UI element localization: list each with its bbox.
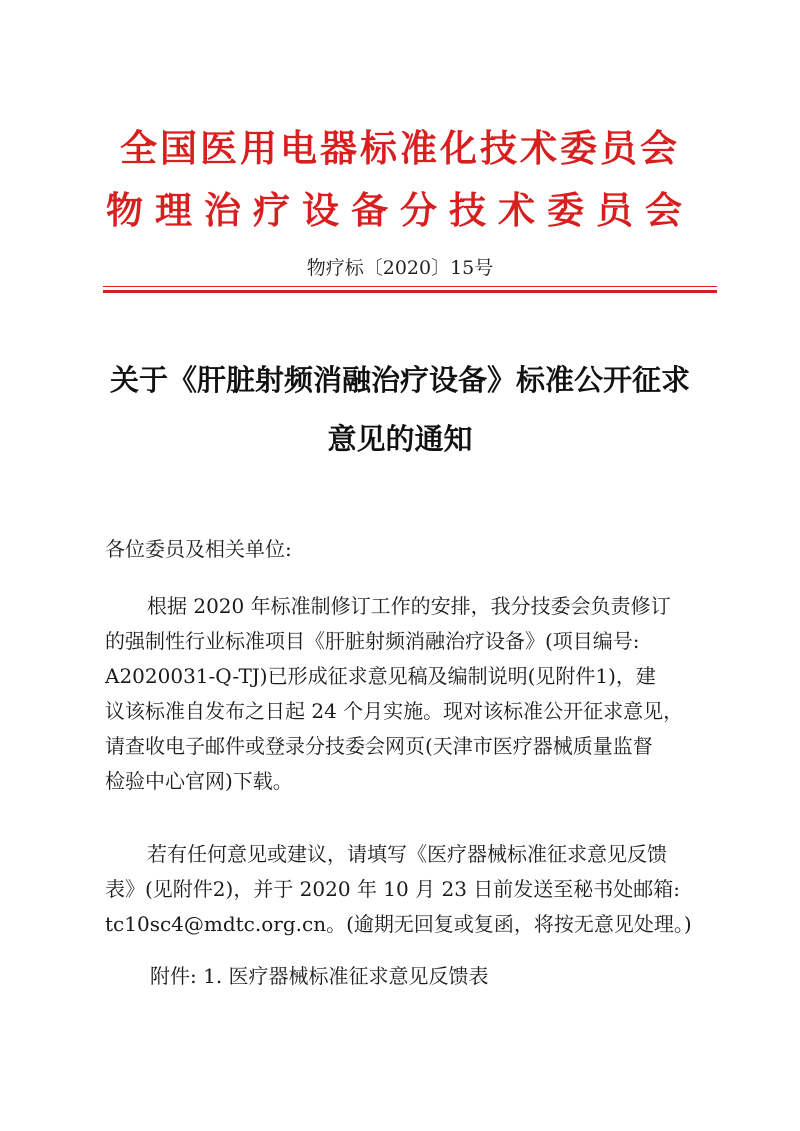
document-number: 物疗标〔2020〕15号 <box>306 257 494 279</box>
paragraph-1-line: 根据 2020 年标准制修订工作的安排，我分技委会负责修订 <box>147 594 671 618</box>
notice-title-line-2: 意见的通知 <box>327 422 473 456</box>
attachment-list: 附件: 1. 医疗器械标准征求意见反馈表 <box>150 964 489 988</box>
header-org-name: 全国医用电器标准化技术委员会 <box>120 126 680 170</box>
paragraph-1-line: A2020031-Q-TJ)已形成征求意见稿及编制说明(见附件1)，建 <box>105 664 656 688</box>
header-suborg-name: 物理治疗设备分技术委员会 <box>106 188 694 232</box>
paragraph-1-line: 的强制性行业标准项目《肝脏射频消融治疗设备》(项目编号: <box>105 629 640 653</box>
paragraph-1-line: 检验中心官网)下载。 <box>105 769 293 793</box>
paragraph-1-line: 议该标准自发布之日起 24 个月实施。现对该标准公开征求意见， <box>105 699 684 723</box>
header-rule-thin <box>103 286 717 287</box>
body-paragraph-2 <box>105 837 725 942</box>
salutation: 各位委员及相关单位: <box>105 537 292 561</box>
paragraph-2-line: 若有任何意见或建议，请填写《医疗器械标准征求意见反馈 <box>147 842 667 866</box>
paragraph-2-line: tc10sc4@mdtc.org.cn。(逾期无回复或复函，将按无意见处理。) <box>105 912 692 936</box>
paragraph-2-line: 表》(见附件2)，并于 2020 年 10 月 23 日前发送至秘书处邮箱: <box>105 877 681 901</box>
header-rule-thick <box>103 290 717 293</box>
paragraph-1-line: 请查收电子邮件或登录分技委会网页(天津市医疗器械质量监督 <box>105 734 653 758</box>
body-paragraph-1 <box>105 589 725 799</box>
notice-title-line-1: 关于《肝脏射频消融治疗设备》标准公开征求 <box>109 363 690 397</box>
